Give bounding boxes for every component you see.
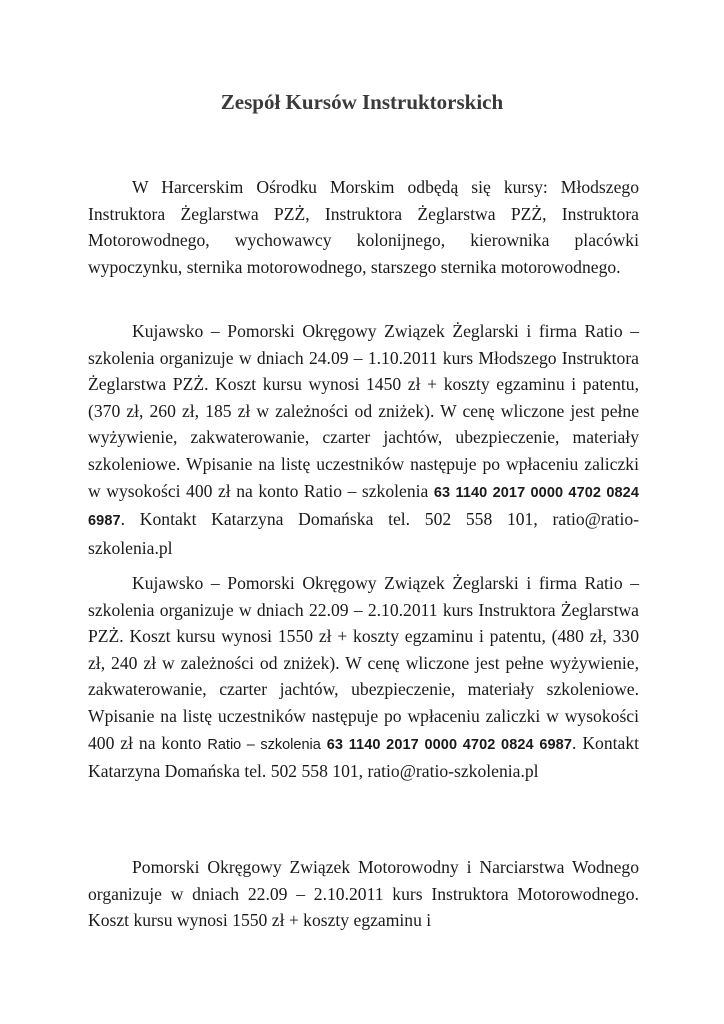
- paragraph-text: Pomorski Okręgowy Związek Motorowodny i Narciarstwa Wodnego organizuje w dniach 22.09 – 2.10.2011 kurs Instruktora Motorowodnego. Koszt kursu wynosi 1550 zł + koszty egzaminu i: [88, 857, 639, 931]
- bank-account-number: 63 1140 2017 0000 4702 0824 6987: [326, 736, 573, 753]
- paragraph-instructor-course: [88, 570, 639, 785]
- bank-account-number: 63 1140 2017 0000 4702 0824 6987: [88, 484, 639, 530]
- contact-text: . Kontakt Katarzyna Domańska tel. 502 558 101, ratio@ratio-szkolenia.pl: [88, 732, 639, 782]
- paragraph-text: Kujawsko – Pomorski Okręgowy Związek Żeglarski i firma Ratio – szkolenia organizuje w dniach 24.09 – 1.10.2011 kurs Młodszego Instruktora Żeglarstwa PZŻ. Koszt kursu wynosi 1450 zł + koszty egzaminu i patentu, (370 zł, 260 zł, 185 zł w zależności od zniżek). W cenę wliczone jest pełne wyżywienie, zakwaterowanie, czarter jachtów, ubezpieczenie, materiały szkoleniowe. Wpisanie na listę uczestników następuje po wpłaceniu zaliczki w wysokości 400 zł na konto Ratio – szkolenia: [88, 321, 639, 501]
- paragraph-courses-list: [88, 174, 639, 280]
- company-name: Ratio – szkolenia: [207, 736, 321, 753]
- page-title: Zespół Kursów Instruktorskich: [220, 90, 504, 114]
- paragraph-junior-instructor-course: [88, 318, 639, 561]
- contact-text: . Kontakt Katarzyna Domańska tel. 502 558 101, ratio@ratio-szkolenia.pl: [88, 509, 639, 558]
- paragraph-text: W Harcerskim Ośrodku Morskim odbędą się kursy: Młodszego Instruktora Żeglarstwa PZŻ, Instruktora Żeglarstwa PZŻ, Instruktora Motorowodnego, wychowawcy kolonijnego, kierownika placówki wypoczynku, sternika motorowodnego, starszego sternika motorowodnego.: [88, 177, 639, 277]
- paragraph-text: Kujawsko – Pomorski Okręgowy Związek Żeglarski i firma Ratio – szkolenia organizuje w dniach 22.09 – 2.10.2011 kurs Instruktora Żeglarstwa PZŻ. Koszt kursu wynosi 1550 zł + koszty egzaminu i patentu, (480 zł, 330 zł, 240 zł w zależności od zniżek). W cenę wliczone jest pełne wyżywienie, zakwaterowanie, czarter jachtów, ubezpieczenie, materiały szkoleniowe. Wpisanie na listę uczestników następuje po wpłaceniu zaliczki w wysokości 400 zł na konto: [88, 573, 639, 753]
- paragraph-motorboat-instructor-course: [88, 854, 639, 934]
